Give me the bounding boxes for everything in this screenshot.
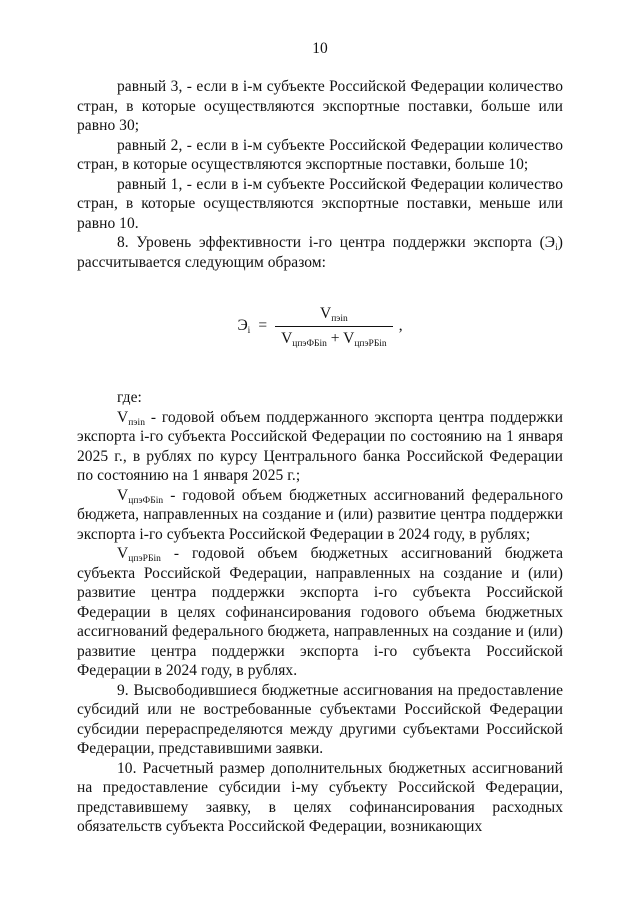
formula-numerator [314,304,354,326]
paragraph-8-sub: i [555,243,558,253]
denominator-symbol-2: V [343,329,355,347]
def-v-pe-symbol: V [117,408,129,426]
page-number: 10 [312,40,328,57]
paragraph-10: 10. Расчетный размер дополнительных бюджетных ассигнований на предоставление субсидии i-му субъекту Российской Федерации, представившему заявку, в целях софинансирования расходных обязательств субъекта Российской Федерации, возникающих [77,759,563,835]
formula-lhs [237,316,250,336]
formula-lhs-sub: i [247,326,251,337]
paragraph-8 [77,233,563,272]
formula-fraction [275,304,393,348]
numerator-symbol: V [319,305,332,322]
criterion-paragraph-2: равный 2, - если в i-м субъекте Российской Федерации количество стран, в которые осуществляются экспортные поставки, больше 10; [77,136,563,173]
where-label: где: [117,389,142,406]
formula-comma: , [398,317,403,335]
formula-equals: = [258,317,268,335]
numerator-sub: пэin [331,314,348,324]
denominator-plus: + [330,329,340,347]
paragraph-8-end: ) рассчитывается следующим образом: [77,234,563,271]
def-v-pe-sub: пэin [128,417,146,428]
denominator-sub-2: цпэРБin [354,338,387,349]
formula-lhs-symbol: Э [237,317,248,335]
definition-v-pe [77,408,563,486]
definition-v-fb [77,486,563,545]
denominator-symbol-1: V [281,329,293,347]
def-v-pe-text: - годовой объем поддержанного экспорта центра поддержки экспорта i-го субъекта Российской Федерации по состоянию на 1 января 2025 г., в рублях по курсу Центрального банка Российской Федерации по состоянию на 1 января 2025 г.; [77,408,563,484]
criterion-paragraph-1: равный 1, - если в i-м субъекте Российской Федерации количество стран, в которые осуществляются экспортные поставки, меньше или равно 10. [77,175,563,232]
paragraph-8-start: 8. Уровень эффективности i-го центра поддержки экспорта (Э [117,234,556,251]
def-v-rb-sub: цпэРБin [128,554,161,564]
denominator-sub-1: цпэФБin [292,338,327,349]
paragraph-9: 9. Высвободившиеся бюджетные ассигнования на предоставление субсидий или не востребованные субъектами Российской Федерации субсидии перераспределяются между другими субъектами Российской Федерации, представившими заявки. [77,681,563,757]
formula-denominator [275,327,393,349]
document-body [77,77,563,837]
def-v-fb-symbol: V [117,486,129,504]
def-v-rb-symbol: V [117,545,129,562]
criterion-paragraph-3: равный 3, - если в i-м субъекте Российской Федерации количество стран, в которые осуществляются экспортные поставки, больше или равно 30; [77,78,563,134]
def-v-rb-text: - годовой объем бюджетных ассигнований бюджета субъекта Российской Федерации, направленных на создание и (или) развитие центра поддержки экспорта i-го субъекта Российской Федерации в целях софинансирования годового объема бюджетных ассигнований федерального бюджета, направленных на создание и (или) развитие центра поддержки экспорта i-го субъекта Российской Федерации в 2024 году, в рублях. [77,545,563,679]
def-v-fb-text: - годовой объем бюджетных ассигнований федерального бюджета, направленных на создание и (или) развитие центра поддержки экспорта i-го субъекта Российской Федерации в 2024 году, в рублях; [77,486,563,543]
definition-v-rb [77,544,563,681]
def-v-fb-sub: цпэФБin [128,495,164,506]
efficiency-formula [77,304,563,348]
